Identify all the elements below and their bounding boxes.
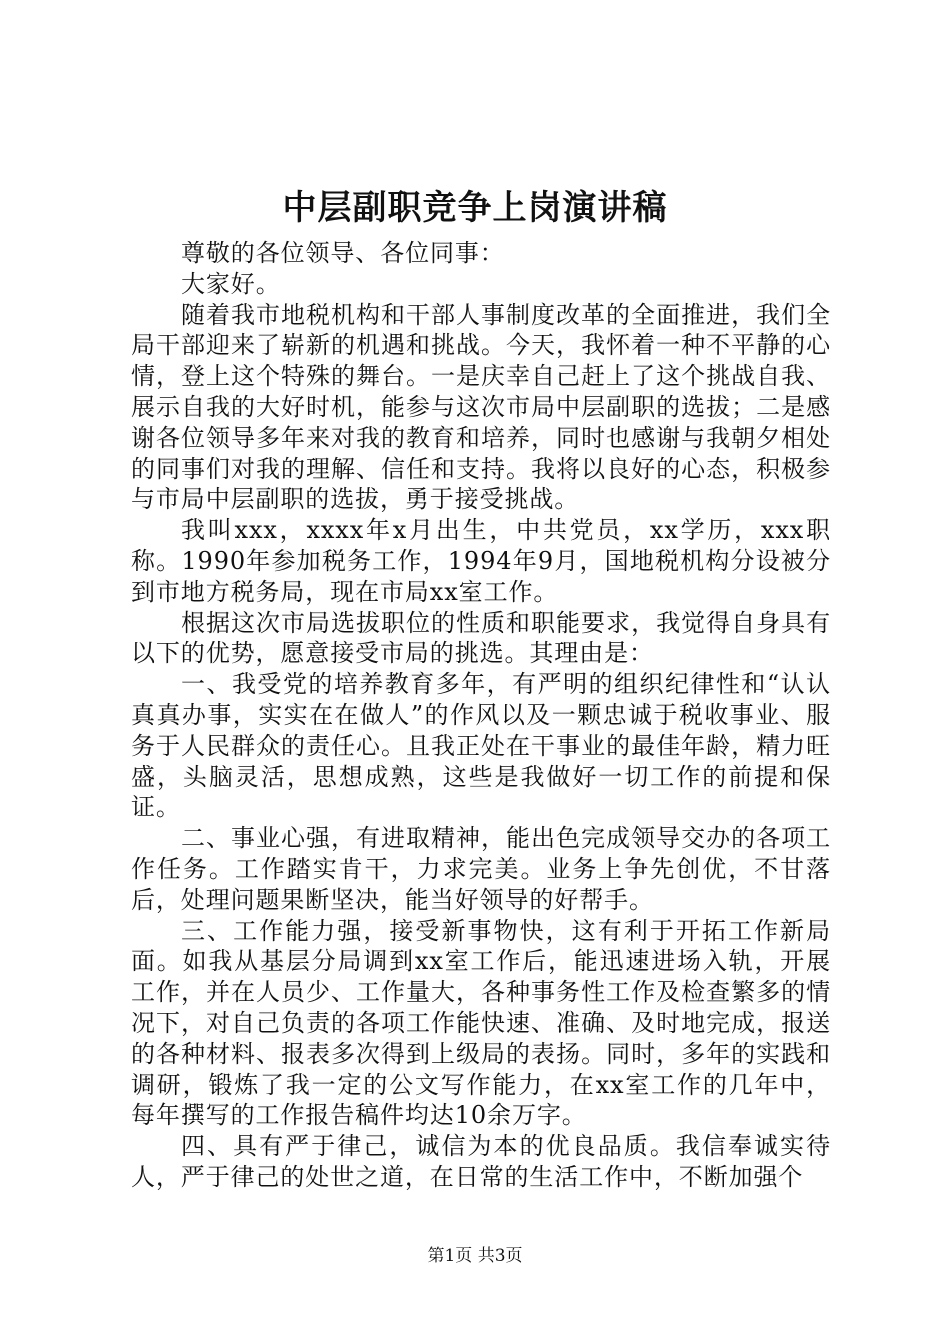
greeting: 大家好。 (181, 269, 281, 298)
body-paragraph: 四、具有严于律己，诚信为本的优良品质。我信奉诚实待人，严于律己的处世之道，在日常的生活工作中，不断加强个 (131, 1132, 831, 1191)
body-paragraph: 二、事业心强，有进取精神，能出色完成领导交办的各项工作任务。工作踏实肯干，力求完美。业务上争先创优，不甘落后，处理问题果断坚决，能当好领导的好帮手。 (131, 824, 831, 914)
salutation: 尊敬的各位领导、各位同事： (181, 239, 505, 267)
document-body (131, 238, 831, 1193)
body-paragraph: 我叫xxx，xxxx年x月出生，中共党员，xx学历，xxx职称。1990年参加税务工作，1994年9月，国地税机构分设被分到市地方税务局，现在市局xx室工作。 (131, 516, 831, 606)
body-paragraph: 三、工作能力强，接受新事物快，这有利于开拓工作新局面。如我从基层分局调到xx室工作后，能迅速进场入轨，开展工作，并在人员少、工作量大，各种事务性工作及检查繁多的情况下，对自己负责的各项工作能快速、准确、及时地完成，报送的各种材料、报表多次得到上级局的表扬。同时，多年的实践和调研，锻炼了我一定的公文写作能力，在xx室工作的几年中，每年撰写的工作报告稿件均达10余万字。 (131, 916, 831, 1130)
page-title: 中层副职竞争上岗演讲稿 (282, 188, 668, 228)
body-paragraph: 一、我受党的培养教育多年，有严明的组织纪律性和“认认真真办事，实实在在做人”的作风以及一颗忠诚于税收事业、服务于人民群众的责任心。且我正处在干事业的最佳年龄，精力旺盛，头脑灵活，思想成熟，这些是我做好一切工作的前提和保证。 (131, 670, 831, 822)
body-paragraph: 根据这次市局选拔职位的性质和职能要求，我觉得自身具有以下的优势，愿意接受市局的挑选。其理由是： (131, 608, 831, 668)
body-paragraph: 随着我市地税机构和干部人事制度改革的全面推进，我们全局干部迎来了崭新的机遇和挑战。今天，我怀着一种不平静的心情，登上这个特殊的舞台。一是庆幸自己赶上了这个挑战自我、展示自我的大好时机，能参与这次市局中层副职的选拔；二是感谢各位领导多年来对我的教育和培养，同时也感谢与我朝夕相处的同事们对我的理解、信任和支持。我将以良好的心态，积极参与市局中层副职的选拔，勇于接受挑战。 (131, 300, 831, 514)
page-footer: 第1页 共3页 (427, 1246, 523, 1266)
